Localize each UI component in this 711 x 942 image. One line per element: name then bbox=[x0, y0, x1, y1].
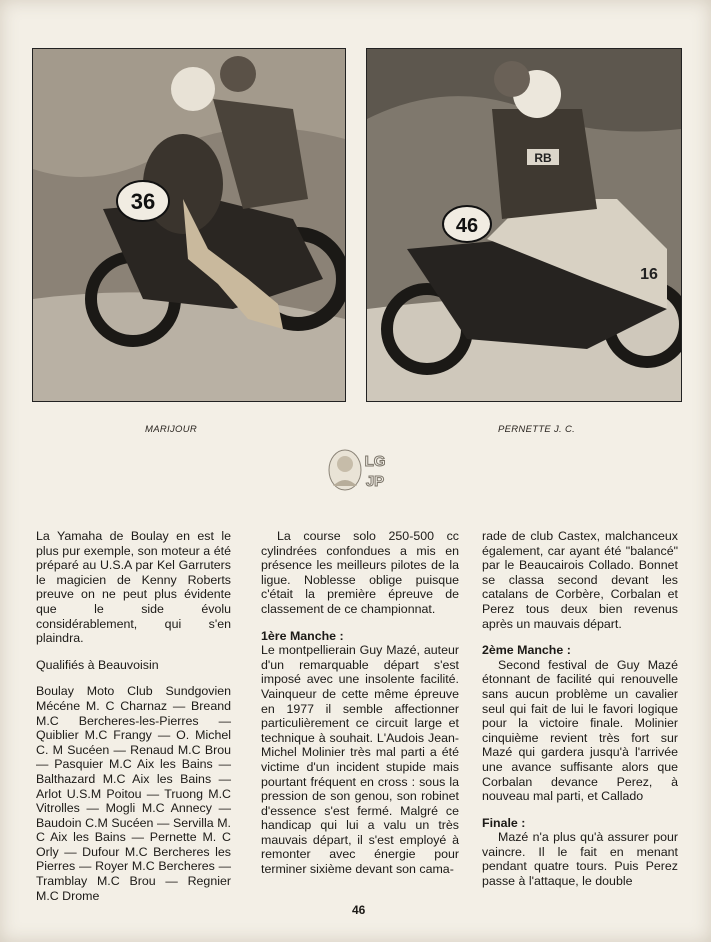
text-column-2 bbox=[261, 529, 459, 877]
col2-heading: 1ère Manche : bbox=[261, 628, 344, 643]
photo-marijour bbox=[32, 48, 346, 402]
col1-paragraph: La Yamaha de Boulay en est le plus pur exemple, son moteur a été préparé au U.S.A par Kel Garruters le magicien de Kenny Roberts preuve on ne peut plus évidente que le side évolu considérablement, qui s'en plaindra. bbox=[36, 529, 231, 646]
photo-pernette bbox=[366, 48, 682, 402]
col1-qualifiers-list: Boulay Moto Club Sundgovien Mécéne M. C Charnaz — Breand M.C Bercheres-les-Pierres — Quiblier M.C Frangy — O. Michel C. M Sucéen — Renaud M.C Brou — Pasquier M.C Aix les Bains — Balthazard M.C Aix les Bains — Arlot U.S.M Poitou — Truong M.C Vitrolles — Mogli M.C Annecy — Baudoin C.M Sucéen — Servilla M. C Aix les Bains — Pernette M. C Orly — Dufour M.C Bercheres les Pierres — Royer M.C Bercheres — Tramblay M.C Brou — Regnier M.C Drome bbox=[36, 684, 231, 903]
col2-paragraph-2: Le montpellierain Guy Mazé, auteur d'un remarquable départ s'est imposé avec une insolente facilité. Vainqueur de cette même épreuve en 1977 il semble affectionner particulièrement ce circuit large et technique à souhait. L'Audois Jean-Michel Molinier très mal parti a été victime d'un incident stupide mais pourtant fréquent en cross : sous la pression de son genou, son robinet d'essence s'est fermé. Malgré ce handicap qui lui a valu un très mauvais départ, il s'est employé à remonter avec énergie pour terminer sixième devant son cama- bbox=[261, 643, 459, 877]
logo-line2: JP bbox=[365, 473, 385, 490]
photographer-logo bbox=[323, 446, 395, 494]
caption-left: MARIJOUR bbox=[145, 424, 198, 435]
right-vest-text: RB bbox=[534, 151, 552, 165]
right-sidecar-plate: 16 bbox=[640, 266, 658, 283]
logo-line1: LG bbox=[364, 453, 386, 470]
caption-right: PERNETTE J. C. bbox=[498, 424, 576, 435]
left-number-plate: 36 bbox=[130, 189, 156, 214]
col2-paragraph-1: La course solo 250-500 cc cylindrées confondues a mis en présence les meilleurs pilotes de la ligue. Noblesse oblige puisque c'était la première épreuve de classement de ce championnat. bbox=[261, 529, 459, 616]
text-column-1 bbox=[36, 529, 231, 903]
col3-heading-2: Finale : bbox=[482, 815, 526, 830]
col3-heading-1: 2ème Manche : bbox=[482, 643, 571, 658]
right-number-plate: 46 bbox=[455, 215, 479, 237]
col3-paragraph-3: Mazé n'a plus qu'à assurer pour vaincre. Il le fait en menant pendant quatre tours. Puis Perez passe à l'attaque, le double bbox=[482, 830, 678, 889]
col1-heading: Qualifiés à Beauvoisin bbox=[36, 657, 159, 672]
text-column-3 bbox=[482, 529, 678, 889]
page-number: 46 bbox=[352, 903, 366, 917]
col3-paragraph-2: Second festival de Guy Mazé étonnant de facilité qui renouvelle sans aucun problème un cavalier seul qui fait de lui le favori logique pour la victoire finale. Molinier cinquième revient très fort sur Mazé qui gardera jusqu'à l'arrivée une avance suffisante alors que Corbalan devance Perez, à nouveau mal parti, et Callado bbox=[482, 657, 678, 804]
col3-paragraph-1: rade de club Castex, malchanceux également, car ayant été "balancé" par le Beaucairois Collado. Bonnet se classa second devant les catalans de Corbère, Corbalan et Perez tous deux bien revenus après un mauvais départ. bbox=[482, 529, 678, 631]
